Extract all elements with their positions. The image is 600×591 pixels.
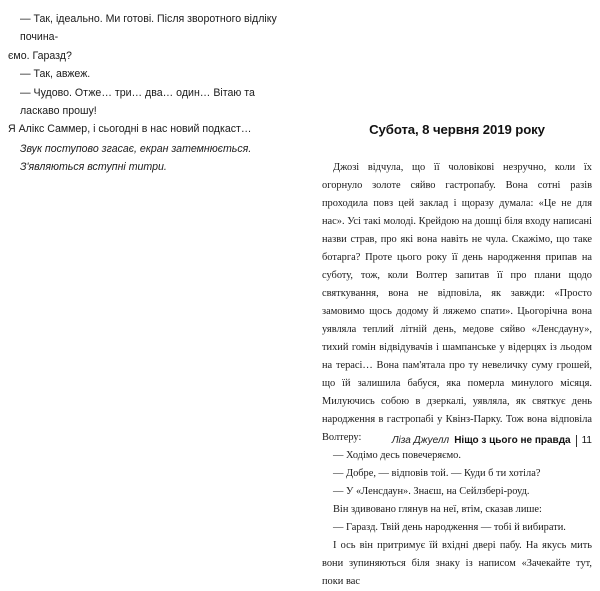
dialogue-paragraph: — Добре, — відповів той. — Куди б ти хотіла? bbox=[333, 468, 541, 479]
dialogue-line: — Чудово. Отже… три… два… один… Вітаю та ласкаво прошу! bbox=[20, 86, 255, 118]
running-footer bbox=[322, 434, 592, 448]
dialogue-line: ємо. Гаразд? bbox=[8, 49, 72, 62]
dialogue-line: — Так, авжеж. bbox=[20, 68, 91, 81]
page-number: 11 bbox=[581, 435, 592, 446]
dialogue-paragraph: — У «Ленсдаун». Знаєш, на Сейлзбері-роуд. bbox=[333, 486, 530, 497]
chapter-heading: Субота, 8 червня 2019 року bbox=[369, 122, 545, 137]
right-page bbox=[322, 0, 592, 591]
chapter-body bbox=[322, 159, 592, 591]
body-paragraph: І ось він притримує їй вхідні двері пабу. На якусь мить вони зупиняються біля знаку із написом «Зачекайте тут, поки вас bbox=[322, 540, 592, 587]
stage-direction: Звук поступово згасає, екран затемнюється. З'являються вступні титри. bbox=[20, 142, 252, 174]
footer-divider bbox=[576, 435, 577, 447]
dialogue-line: Я Алікс Саммер, і сьогодні в нас новий подкаст… bbox=[8, 123, 252, 136]
footer-author: Ліза Джуелл bbox=[391, 435, 450, 446]
dialogue-line: — Так, ідеально. Ми готові. Після зворотного відліку почина- bbox=[20, 13, 277, 44]
body-paragraph: Джозі відчула, що її чоловікові незручно, коли їх огорнуло золоте сяйво гастропабу. Вона сотні разів проходила повз цей заклад і щоразу думала: «Це не для нас». Усі такі молоді. Крейдою на дошці біля входу написані назви страв, про які вона навіть не чула. Скажімо, що таке ботарга? Проте цього року її день народження припав на суботу, тож, коли Волтер запитав її про плани щодо святкування, вона не відповіла, як завжди: «Просто замовимо щось додому й ляжемо спати». Цьогорічна вона уявляла теплий літній день, медове сяйво «Ленсдауну», тихий гомін відвідувачів і шампанське у відерцях із льодом на терасі… Вона пам'ятала про ту невеличку суму грошей, що їй залишила бабуся, яка померла минулого місяця. Милуючись собою в дзеркалі, уявляла, як святкує день народження в гастропабі у Квінз-Парку. Тож вона відповіла Волтеру: bbox=[322, 162, 592, 443]
body-paragraph: Він здивовано глянув на неї, втім, сказав лише: bbox=[333, 504, 542, 515]
dialogue-paragraph: — Гаразд. Твій день народження — тобі й вибирати. bbox=[333, 522, 566, 533]
dialogue-paragraph: — Ходімо десь повечеряємо. bbox=[333, 450, 461, 461]
left-page bbox=[8, 0, 283, 177]
footer-book-title: Ніщо з цього не правда bbox=[454, 435, 571, 446]
